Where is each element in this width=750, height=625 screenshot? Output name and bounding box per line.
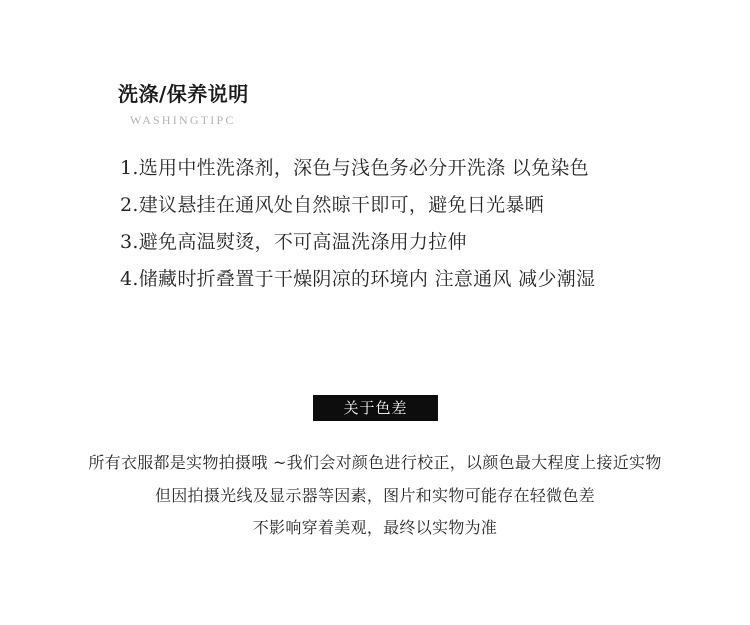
care-item-2: 2.建议悬挂在通风处自然晾干即可，避免日光暴晒: [120, 194, 545, 216]
color-difference-badge: 关于色差: [313, 395, 438, 421]
care-item-1: 1.选用中性洗涤剂，深色与浅色务必分开洗涤 以免染色: [120, 157, 589, 179]
care-heading: 洗涤/保养说明: [118, 82, 249, 106]
care-item-3: 3.避免高温熨烫，不可高温洗涤用力拉伸: [120, 231, 467, 253]
color-note-line-1: 所有衣服都是实物拍摄哦 ~我们会对颜色进行校正，以颜色最大程度上接近实物: [88, 453, 662, 472]
care-instructions-list: [120, 150, 595, 298]
color-note-line-3: 不影响穿着美观，最终以实物为准: [252, 518, 498, 537]
color-note-line-2: 但因拍摄光线及显示器等因素，图片和实物可能存在轻微色差: [154, 486, 596, 505]
care-subheading: WASHINGTIPC: [130, 113, 236, 127]
care-item-4: 4.储藏时折叠置于干燥阴凉的环境内 注意通风 减少潮湿: [120, 268, 596, 290]
